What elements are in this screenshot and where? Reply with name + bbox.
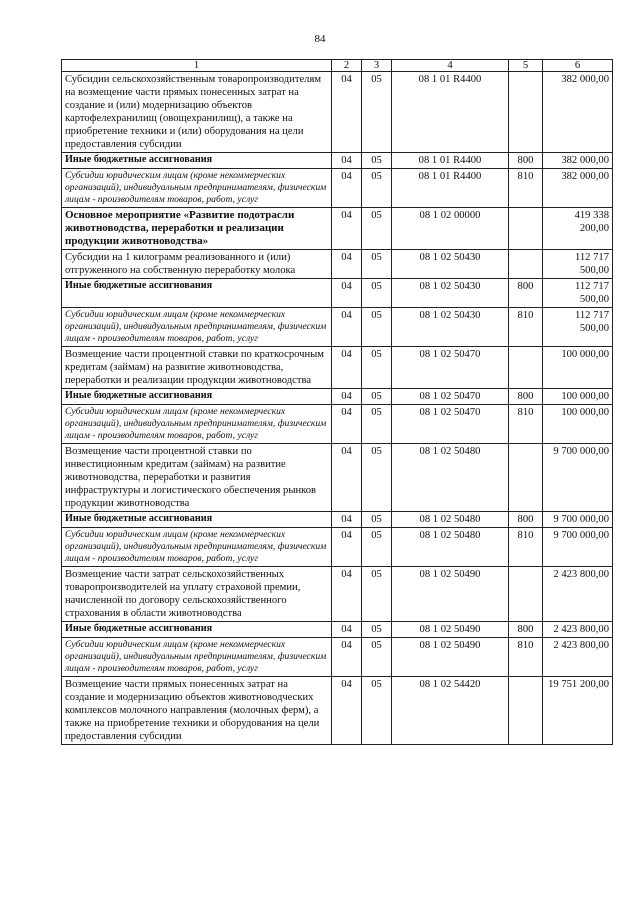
row-target-article-cell: 08 1 02 50430: [392, 279, 509, 308]
table-row: [62, 347, 613, 389]
row-subsection-cell: 05: [362, 444, 392, 512]
row-target-article-cell: 08 1 01 R4400: [392, 72, 509, 153]
table-row: [62, 677, 613, 745]
row-subsection-cell: 05: [362, 528, 392, 567]
row-target-article-cell: 08 1 02 50490: [392, 622, 509, 638]
row-expense-type-cell: [509, 677, 543, 745]
row-expense-type-cell: [509, 72, 543, 153]
table-row: [62, 308, 613, 347]
row-name-cell: Возмещение части процентной ставки по инвестиционным кредитам (займам) на развитие животноводства, переработки и развития инфраструктуры и логистического обеспечения рынков продукции животноводства: [62, 444, 332, 512]
row-subsection-cell: 05: [362, 389, 392, 405]
row-amount-cell: 112 717 500,00: [543, 279, 613, 308]
row-expense-type-cell: 810: [509, 405, 543, 444]
row-expense-type-cell: [509, 250, 543, 279]
row-amount-cell: 2 423 800,00: [543, 638, 613, 677]
row-amount-cell: 100 000,00: [543, 347, 613, 389]
row-expense-type-cell: 800: [509, 153, 543, 169]
table-row: [62, 153, 613, 169]
row-name-cell: Субсидии юридическим лицам (кроме некоммерческих организаций), индивидуальным предпринимателям, физическим лицам - производителям товаров, работ, услуг: [62, 638, 332, 677]
header-cell-subsection: 3: [362, 60, 392, 72]
table-row: [62, 250, 613, 279]
row-name-cell: Иные бюджетные ассигнования: [62, 389, 332, 405]
row-target-article-cell: 08 1 02 50480: [392, 512, 509, 528]
row-amount-cell: 9 700 000,00: [543, 512, 613, 528]
header-cell-section: 2: [332, 60, 362, 72]
row-name-cell: Основное мероприятие «Развитие подотрасли животноводства, переработки и реализации продукции животноводства»: [62, 208, 332, 250]
row-name-cell: Иные бюджетные ассигнования: [62, 512, 332, 528]
row-amount-cell: 2 423 800,00: [543, 622, 613, 638]
table-row: [62, 405, 613, 444]
row-section-cell: 04: [332, 250, 362, 279]
table-row: [62, 638, 613, 677]
row-target-article-cell: 08 1 02 50430: [392, 250, 509, 279]
row-amount-cell: 100 000,00: [543, 405, 613, 444]
row-section-cell: 04: [332, 153, 362, 169]
row-amount-cell: 2 423 800,00: [543, 567, 613, 622]
row-section-cell: 04: [332, 528, 362, 567]
row-section-cell: 04: [332, 405, 362, 444]
row-section-cell: 04: [332, 208, 362, 250]
row-expense-type-cell: 810: [509, 528, 543, 567]
budget-table: [61, 59, 613, 745]
row-amount-cell: 112 717 500,00: [543, 308, 613, 347]
row-section-cell: 04: [332, 72, 362, 153]
row-name-cell: Иные бюджетные ассигнования: [62, 622, 332, 638]
row-target-article-cell: 08 1 02 50490: [392, 567, 509, 622]
row-expense-type-cell: 800: [509, 389, 543, 405]
table-row: [62, 528, 613, 567]
row-section-cell: 04: [332, 389, 362, 405]
row-target-article-cell: 08 1 02 50470: [392, 405, 509, 444]
row-name-cell: Субсидии на 1 килограмм реализованного и (или) отгруженного на собственную переработку молока: [62, 250, 332, 279]
header-cell-amount: 6: [543, 60, 613, 72]
row-expense-type-cell: [509, 347, 543, 389]
page-number: 84: [314, 33, 326, 45]
table-row: [62, 512, 613, 528]
row-section-cell: 04: [332, 279, 362, 308]
row-amount-cell: 9 700 000,00: [543, 444, 613, 512]
row-amount-cell: 419 338 200,00: [543, 208, 613, 250]
row-expense-type-cell: [509, 444, 543, 512]
row-target-article-cell: 08 1 01 R4400: [392, 153, 509, 169]
row-expense-type-cell: 810: [509, 169, 543, 208]
row-amount-cell: 382 000,00: [543, 153, 613, 169]
row-subsection-cell: 05: [362, 153, 392, 169]
row-section-cell: 04: [332, 622, 362, 638]
row-subsection-cell: 05: [362, 405, 392, 444]
row-expense-type-cell: 800: [509, 622, 543, 638]
row-amount-cell: 112 717 500,00: [543, 250, 613, 279]
row-target-article-cell: 08 1 01 R4400: [392, 169, 509, 208]
row-subsection-cell: 05: [362, 279, 392, 308]
table-row: [62, 622, 613, 638]
row-section-cell: 04: [332, 567, 362, 622]
row-name-cell: Возмещение части затрат сельскохозяйственных товаропроизводителей на уплату страховой премии, начисленной по договору сельскохозяйственного страхования в области животноводства: [62, 567, 332, 622]
row-subsection-cell: 05: [362, 512, 392, 528]
row-target-article-cell: 08 1 02 50470: [392, 347, 509, 389]
row-subsection-cell: 05: [362, 622, 392, 638]
row-name-cell: Иные бюджетные ассигнования: [62, 279, 332, 308]
row-section-cell: 04: [332, 308, 362, 347]
row-expense-type-cell: [509, 567, 543, 622]
row-name-cell: Возмещение части процентной ставки по краткосрочным кредитам (займам) на развитие животноводства, переработки и реализации продукции животноводства: [62, 347, 332, 389]
row-expense-type-cell: 810: [509, 308, 543, 347]
row-target-article-cell: 08 1 02 50430: [392, 308, 509, 347]
table-row: [62, 389, 613, 405]
row-name-cell: Субсидии юридическим лицам (кроме некоммерческих организаций), индивидуальным предпринимателям, физическим лицам - производителям товаров, работ, услуг: [62, 308, 332, 347]
table-row: [62, 444, 613, 512]
header-row: [62, 60, 613, 72]
row-expense-type-cell: [509, 208, 543, 250]
header-cell-name: 1: [62, 60, 332, 72]
row-amount-cell: 382 000,00: [543, 169, 613, 208]
row-target-article-cell: 08 1 02 50470: [392, 389, 509, 405]
row-subsection-cell: 05: [362, 677, 392, 745]
row-subsection-cell: 05: [362, 567, 392, 622]
row-target-article-cell: 08 1 02 50480: [392, 528, 509, 567]
row-subsection-cell: 05: [362, 308, 392, 347]
row-target-article-cell: 08 1 02 50480: [392, 444, 509, 512]
table-row: [62, 279, 613, 308]
row-subsection-cell: 05: [362, 347, 392, 389]
row-target-article-cell: 08 1 02 00000: [392, 208, 509, 250]
row-expense-type-cell: 800: [509, 279, 543, 308]
row-expense-type-cell: 800: [509, 512, 543, 528]
table-row: [62, 169, 613, 208]
row-section-cell: 04: [332, 444, 362, 512]
row-name-cell: Иные бюджетные ассигнования: [62, 153, 332, 169]
header-cell-expense-type: 5: [509, 60, 543, 72]
row-name-cell: Субсидии юридическим лицам (кроме некоммерческих организаций), индивидуальным предпринимателям, физическим лицам - производителям товаров, работ, услуг: [62, 405, 332, 444]
row-amount-cell: 9 700 000,00: [543, 528, 613, 567]
row-amount-cell: 100 000,00: [543, 389, 613, 405]
row-name-cell: Субсидии сельскохозяйственным товаропроизводителям на возмещение части прямых понесенных затрат на создание и (или) модернизацию объектов картофелехранилищ (овощехранилищ), а также на приобретение техники и (или) оборудования на цели предоставления субсидии: [62, 72, 332, 153]
table-row: [62, 567, 613, 622]
row-target-article-cell: 08 1 02 50490: [392, 638, 509, 677]
row-section-cell: 04: [332, 677, 362, 745]
row-name-cell: Возмещение части прямых понесенных затрат на создание и модернизацию объектов животноводческих комплексов молочного направления (молочных ферм), а также на приобретение техники и оборудования на цели предоставления субсидии: [62, 677, 332, 745]
row-subsection-cell: 05: [362, 208, 392, 250]
row-section-cell: 04: [332, 169, 362, 208]
row-amount-cell: 19 751 200,00: [543, 677, 613, 745]
header-cell-target-article: 4: [392, 60, 509, 72]
row-subsection-cell: 05: [362, 72, 392, 153]
row-amount-cell: 382 000,00: [543, 72, 613, 153]
row-name-cell: Субсидии юридическим лицам (кроме некоммерческих организаций), индивидуальным предпринимателям, физическим лицам - производителям товаров, работ, услуг: [62, 169, 332, 208]
row-section-cell: 04: [332, 512, 362, 528]
row-section-cell: 04: [332, 347, 362, 389]
table-row: [62, 208, 613, 250]
table-body: [62, 72, 613, 745]
row-expense-type-cell: 810: [509, 638, 543, 677]
row-subsection-cell: 05: [362, 169, 392, 208]
row-subsection-cell: 05: [362, 250, 392, 279]
row-name-cell: Субсидии юридическим лицам (кроме некоммерческих организаций), индивидуальным предпринимателям, физическим лицам - производителям товаров, работ, услуг: [62, 528, 332, 567]
row-section-cell: 04: [332, 638, 362, 677]
row-target-article-cell: 08 1 02 54420: [392, 677, 509, 745]
table-row: [62, 72, 613, 153]
row-subsection-cell: 05: [362, 638, 392, 677]
